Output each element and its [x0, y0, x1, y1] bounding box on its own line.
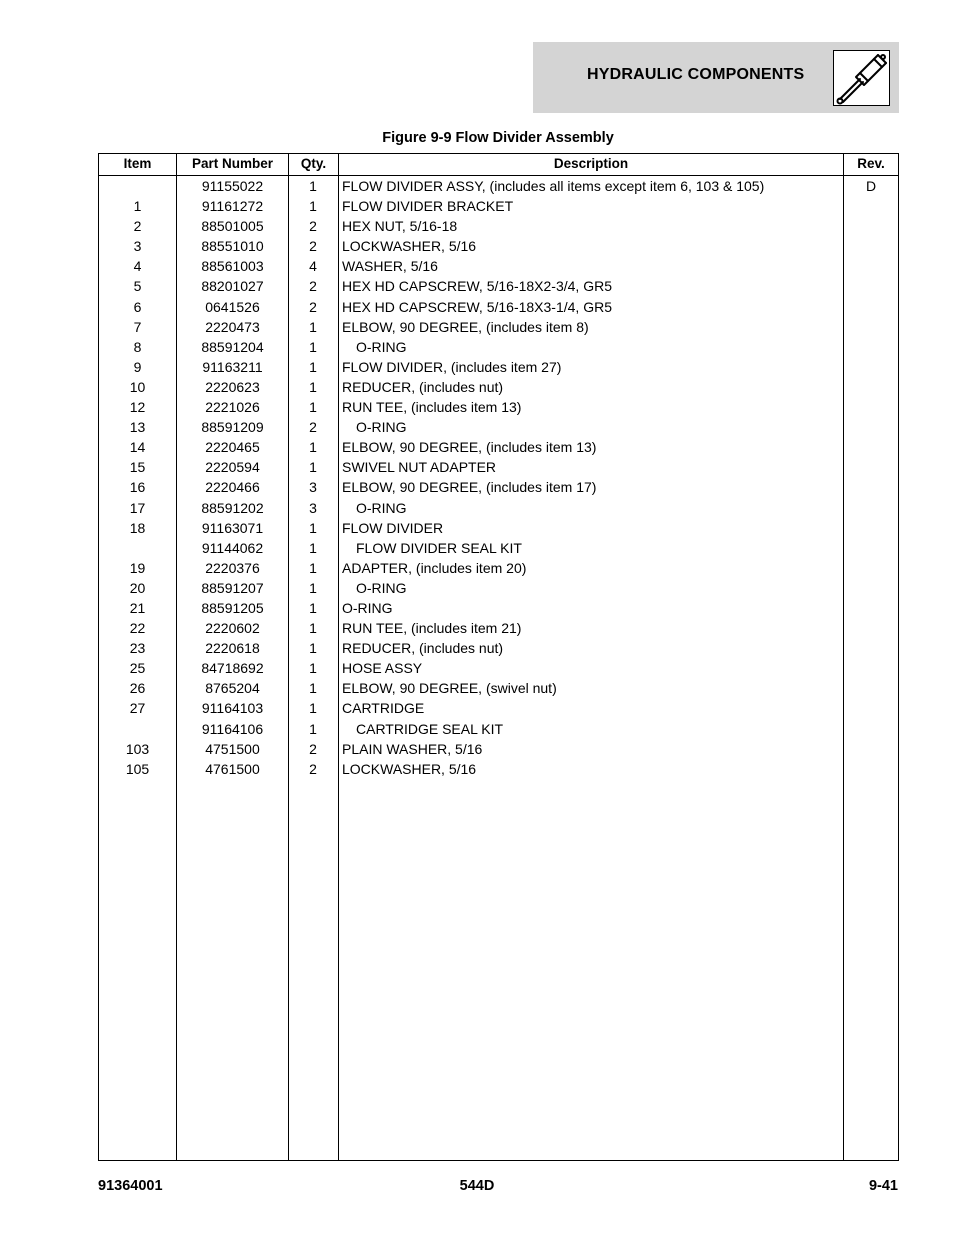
part-number-cell: 8765204	[205, 680, 260, 697]
description-cell: LOCKWASHER, 5/16	[342, 238, 477, 255]
table-row	[99, 518, 898, 538]
description-cell: FLOW DIVIDER	[342, 519, 444, 536]
description-cell: HEX HD CAPSCREW, 5/16-18X3-1/4, GR5	[342, 298, 612, 315]
table-row	[99, 176, 898, 196]
qty-cell: 2	[309, 760, 317, 777]
qty-cell: 1	[309, 579, 317, 596]
table-row	[99, 759, 898, 779]
column-header-qty: Qty.	[300, 156, 327, 171]
item-cell: 7	[133, 318, 142, 335]
item-cell: 15	[129, 459, 146, 476]
description-cell: HEX HD CAPSCREW, 5/16-18X2-3/4, GR5	[342, 278, 612, 295]
description-cell: RUN TEE, (includes item 13)	[342, 399, 522, 416]
part-number-cell: 4751500	[205, 740, 260, 757]
part-number-cell: 2220594	[205, 459, 260, 476]
description-cell: ADAPTER, (includes item 20)	[342, 559, 527, 576]
qty-cell: 1	[309, 559, 317, 576]
table-row	[99, 598, 898, 618]
part-number-cell: 91163211	[202, 358, 263, 375]
item-cell: 12	[129, 399, 146, 416]
description-cell: O-RING	[356, 419, 407, 436]
qty-cell: 2	[309, 740, 317, 757]
part-number-cell: 91144062	[201, 539, 264, 556]
item-cell: 6	[133, 298, 142, 315]
item-cell: 20	[129, 579, 146, 596]
qty-cell: 2	[309, 419, 317, 436]
item-cell: 16	[129, 479, 146, 496]
table-row	[99, 196, 898, 216]
table-row	[99, 417, 898, 437]
table-row	[99, 297, 898, 317]
table-row	[99, 698, 898, 718]
item-cell: 9	[133, 358, 142, 375]
description-cell: REDUCER, (includes nut)	[342, 378, 504, 395]
qty-cell: 2	[309, 298, 317, 315]
table-row	[99, 538, 898, 558]
table-row	[99, 739, 898, 759]
figure-title: Figure 9-9 Flow Divider Assembly	[382, 130, 614, 146]
column-header-rev: Rev.	[857, 156, 885, 171]
item-cell: 21	[129, 599, 146, 616]
table-row	[99, 437, 898, 457]
description-cell: RUN TEE, (includes item 21)	[342, 620, 522, 637]
qty-cell: 2	[309, 278, 317, 295]
part-number-cell: 2220602	[205, 620, 260, 637]
qty-cell: 1	[309, 459, 317, 476]
part-number-cell: 88561003	[201, 258, 264, 275]
item-cell: 3	[133, 238, 142, 255]
qty-cell: 1	[309, 378, 317, 395]
part-number-cell: 88201027	[201, 278, 264, 295]
description-cell: FLOW DIVIDER, (includes item 27)	[342, 358, 562, 375]
part-number-cell: 88591209	[201, 419, 264, 436]
part-number-cell: 88591202	[201, 499, 264, 516]
part-number-cell: 2220376	[205, 559, 260, 576]
part-number-cell: 2220618	[205, 640, 260, 657]
item-cell: 19	[129, 559, 146, 576]
column-header-item: Item	[123, 156, 152, 171]
part-number-cell: 91164103	[201, 700, 264, 717]
item-cell: 27	[129, 700, 146, 717]
table-row	[99, 719, 898, 739]
item-cell: 4	[133, 258, 142, 275]
part-number-cell: 2220623	[205, 378, 260, 395]
document-number: 91364001	[98, 1178, 163, 1194]
qty-cell: 1	[309, 519, 317, 536]
qty-cell: 3	[309, 499, 317, 516]
description-cell: FLOW DIVIDER SEAL KIT	[356, 539, 522, 556]
part-number-cell: 88591205	[201, 599, 264, 616]
table-row	[99, 477, 898, 497]
table-body	[99, 176, 898, 779]
description-cell: O-RING	[342, 599, 393, 616]
qty-cell: 1	[309, 439, 317, 456]
item-cell: 5	[133, 278, 142, 295]
part-number-cell: 88591204	[201, 338, 264, 355]
qty-cell: 1	[309, 700, 317, 717]
part-number-cell: 91164106	[201, 720, 264, 737]
item-cell: 1	[133, 198, 142, 215]
table-row	[99, 658, 898, 678]
rev-cell: D	[865, 178, 877, 194]
part-number-cell: 2220466	[205, 479, 260, 496]
qty-cell: 1	[309, 680, 317, 697]
part-number-cell: 88501005	[201, 218, 264, 235]
qty-cell: 3	[309, 479, 317, 496]
description-cell: PLAIN WASHER, 5/16	[342, 740, 483, 757]
qty-cell: 1	[309, 198, 317, 215]
parts-table	[98, 153, 899, 1161]
item-cell: 10	[129, 378, 146, 395]
item-cell: 103	[125, 740, 150, 757]
table-row	[99, 638, 898, 658]
item-cell: 23	[129, 640, 146, 657]
table-row	[99, 558, 898, 578]
item-cell: 18	[129, 519, 146, 536]
description-cell: CARTRIDGE SEAL KIT	[356, 720, 504, 737]
description-cell: REDUCER, (includes nut)	[342, 640, 504, 657]
table-row	[99, 498, 898, 518]
qty-cell: 2	[309, 218, 317, 235]
item-cell: 105	[125, 760, 150, 777]
item-cell: 2	[133, 218, 142, 235]
description-cell: O-RING	[356, 579, 407, 596]
description-cell: HEX NUT, 5/16-18	[342, 218, 458, 235]
item-cell: 14	[129, 439, 146, 456]
qty-cell: 2	[309, 238, 317, 255]
description-cell: O-RING	[356, 499, 407, 516]
table-row	[99, 236, 898, 256]
item-cell: 8	[133, 338, 142, 355]
description-cell: SWIVEL NUT ADAPTER	[342, 459, 497, 476]
table-row	[99, 678, 898, 698]
hydraulic-cylinder-icon	[833, 50, 890, 106]
description-cell: ELBOW, 90 DEGREE, (includes item 13)	[342, 439, 597, 456]
qty-cell: 1	[309, 720, 317, 737]
part-number-cell: 88591207	[201, 579, 264, 596]
description-cell: CARTRIDGE	[342, 700, 425, 717]
part-number-cell: 2220465	[205, 439, 260, 456]
table-row	[99, 578, 898, 598]
table-row	[99, 337, 898, 357]
table-row	[99, 357, 898, 377]
qty-cell: 1	[309, 178, 317, 194]
qty-cell: 4	[309, 258, 317, 275]
qty-cell: 1	[309, 318, 317, 335]
item-cell: 25	[129, 660, 146, 677]
part-number-cell: 4761500	[205, 760, 260, 777]
description-cell: FLOW DIVIDER BRACKET	[342, 198, 514, 215]
table-row	[99, 377, 898, 397]
qty-cell: 1	[309, 660, 317, 677]
qty-cell: 1	[309, 399, 317, 416]
description-cell: FLOW DIVIDER ASSY, (includes all items except item 6, 103 & 105)	[342, 178, 765, 194]
table-row	[99, 397, 898, 417]
part-number-cell: 2221026	[205, 399, 260, 416]
item-cell: 17	[129, 499, 146, 516]
part-number-cell: 84718692	[201, 660, 264, 677]
part-number-cell: 0641526	[205, 298, 260, 315]
table-row	[99, 618, 898, 638]
qty-cell: 1	[309, 338, 317, 355]
table-row	[99, 256, 898, 276]
description-cell: ELBOW, 90 DEGREE, (swivel nut)	[342, 680, 557, 697]
qty-cell: 1	[309, 640, 317, 657]
table-row	[99, 317, 898, 337]
description-cell: ELBOW, 90 DEGREE, (includes item 8)	[342, 318, 589, 335]
qty-cell: 1	[309, 620, 317, 637]
column-header-part-number: Part Number	[191, 156, 274, 171]
model-number: 544D	[459, 1178, 495, 1194]
item-cell: 13	[129, 419, 146, 436]
column-header-description: Description	[553, 156, 629, 171]
description-cell: O-RING	[356, 338, 407, 355]
part-number-cell: 91161272	[201, 198, 264, 215]
table-row	[99, 457, 898, 477]
part-number-cell: 2220473	[205, 318, 260, 335]
section-header	[533, 42, 899, 113]
description-cell: WASHER, 5/16	[342, 258, 438, 275]
item-cell: 26	[129, 680, 146, 697]
table-row	[99, 216, 898, 236]
qty-cell: 1	[309, 599, 317, 616]
part-number-cell: 88551010	[201, 238, 264, 255]
part-number-cell: 91163071	[201, 519, 264, 536]
description-cell: HOSE ASSY	[342, 660, 423, 677]
qty-cell: 1	[309, 539, 317, 556]
item-cell: 22	[129, 620, 146, 637]
page-number: 9-41	[868, 1178, 898, 1194]
table-row	[99, 276, 898, 296]
qty-cell: 1	[309, 358, 317, 375]
description-cell: ELBOW, 90 DEGREE, (includes item 17)	[342, 479, 597, 496]
part-number-cell: 91155022	[201, 178, 264, 194]
description-cell: LOCKWASHER, 5/16	[342, 760, 477, 777]
section-title: HYDRAULIC COMPONENTS	[587, 66, 805, 83]
